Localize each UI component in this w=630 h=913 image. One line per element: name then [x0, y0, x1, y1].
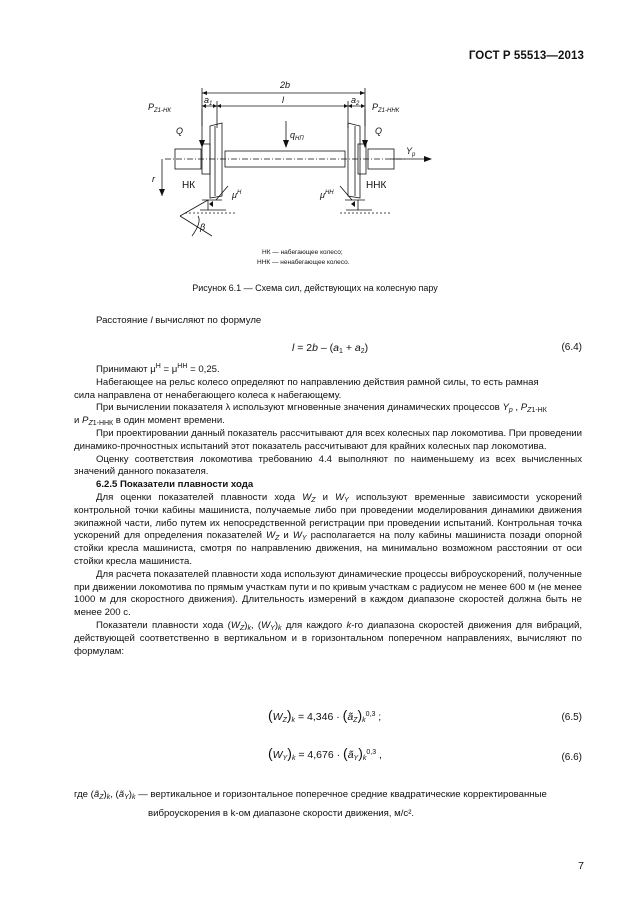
svg-text:l: l [282, 95, 284, 105]
rail-paragraph-line-1: Набегающее на рельс колесо определяют по направлению действия рамной силы, то есть рамная [96, 376, 539, 388]
svg-text:Yp: $Y_p$ [406, 146, 416, 158]
svg-text:a1: $a_1$ [204, 95, 213, 107]
body-text-block-1 [74, 364, 582, 658]
left-wheel [210, 123, 222, 198]
svg-text:r: r [152, 174, 155, 184]
svg-text:μН: $\mu^Н$ [232, 190, 242, 200]
rail-paragraph-line-2: сила направлена от ненабегающего колеса к набегающему. [74, 389, 342, 401]
figure-caption: Рисунок 6.1 — Схема сил, действующих на колесную пару [192, 283, 438, 293]
assessment-paragraph: Оценку соответствия локомотива требованию 4.4 выполняют по наименьшему из всех вычисленных значений данного показателя. [74, 453, 582, 478]
svg-text:НК: НК [182, 180, 196, 191]
legend-line-1: НК — набегающее колесо; [262, 249, 343, 256]
design-paragraph: При проектировании данный показатель рассчитывают для всех колесных пар локомотива. При проведении динамико-прочностных испытаний этот показатель рассчитывают для крайних колесных пар локомотива. [74, 427, 582, 452]
mu-line: Принимают $\mu^Н = \mu^{НН} = 0,25$. [96, 363, 220, 375]
svg-text:a2: $a_2$ [351, 95, 360, 107]
equation-number-6-5: (6.5) [561, 712, 582, 723]
svg-text:PZ1-ННК: $P_{Z1-ННК}$ [372, 102, 400, 114]
where-clause-line-1: где $(ã_Z)_k$, $(ã_Y)_k$ — вертикальное и горизонтальное поперечное средние квадратические корректированные [74, 789, 547, 801]
svg-text:qНП: $q_{НП}$ [290, 130, 304, 142]
lambda-paragraph-line-2: и $P_{Z1-ННК}$ в один момент времени. [74, 415, 225, 428]
calculation-paragraph: Для расчета показателей плавности хода используют динамические процессы виброускорений, полученные при движении локомотива по прямым участкам пути и по кривым участкам с радиусом не менее 600 м (не менее 1000 м для скоростного движения). Длительность измерений в каждом диапазоне скоростей должна быть не менее 200 с. [74, 568, 582, 619]
document-code: ГОСТ Р 55513—2013 [468, 50, 584, 62]
svg-text:Q: Q [375, 126, 383, 136]
equation-6-4: $l = 2b - (a_1 + a_2)$ [292, 342, 369, 355]
where-clause-line-2: виброускорения в k-ом диапазоне скорости движения, м/с². [148, 808, 415, 819]
svg-text:2b: 2b [280, 80, 291, 90]
section-title: 6.2.5 Показатели плавности хода [96, 479, 254, 491]
equation-number-6-6: (6.6) [561, 752, 582, 763]
equation-number-6-4: (6.4) [561, 342, 582, 353]
indices-paragraph: Показатели плавности хода $(W_Z)_k$, $(W_Y)_k$ для каждого k-го диапазона скоростей движения для вибраций, действующей соответственно в вертикальном и в горизонтальном поперечном направлениях, вычисляют по формулам: [74, 619, 583, 657]
page-number: 7 [578, 860, 584, 872]
svg-text:PZ1-НК: $P_{Z1-НК}$ [148, 102, 171, 114]
equation-6-5: $(W_Z)_k = 4,346$ · $(ã_Z)_k^{0,3}$ ; [268, 707, 382, 724]
legend-line-2: ННК — ненабегающее колесо. [257, 259, 350, 266]
wheelset-force-diagram [140, 76, 480, 266]
svg-text:Q: Q [176, 126, 184, 136]
svg-text:β: β [200, 222, 206, 232]
distance-intro: Расстояние l вычисляют по формуле [96, 315, 262, 326]
right-rail [345, 200, 372, 210]
lambda-paragraph-line-1: При вычислении показателя λ используют мгновенные значения динамических процессов $Y_p$ , $P_{Z1-НК}$ [96, 402, 547, 415]
equation-6-6: $(W_Y)_k = 4,676$ · $(ã_Y)_k^{0,3}$ , [268, 745, 382, 762]
smoothness-paragraph: Для оценки показателей плавности хода $W_Z$ и $W_Y$ используют временные зависимости ускорений контрольной точки кабины машиниста, получаемые либо при проведении моделирования динамики движения экипажной части, либо путем их непосредственной регистрации при проведении испытаний. Контрольная точка ускорений для определения показателей $W_Z$ и $W_Y$ располагается на полу кабины машиниста позади опорной стойки кресла машиниста, смотря по направлению движения, на минимально возможном расстоянии от оси стойки кресла машиниста. [74, 491, 582, 567]
svg-text:μНН: $\mu^{НН}$ [320, 190, 334, 200]
svg-text:ННК: ННК [366, 180, 387, 191]
